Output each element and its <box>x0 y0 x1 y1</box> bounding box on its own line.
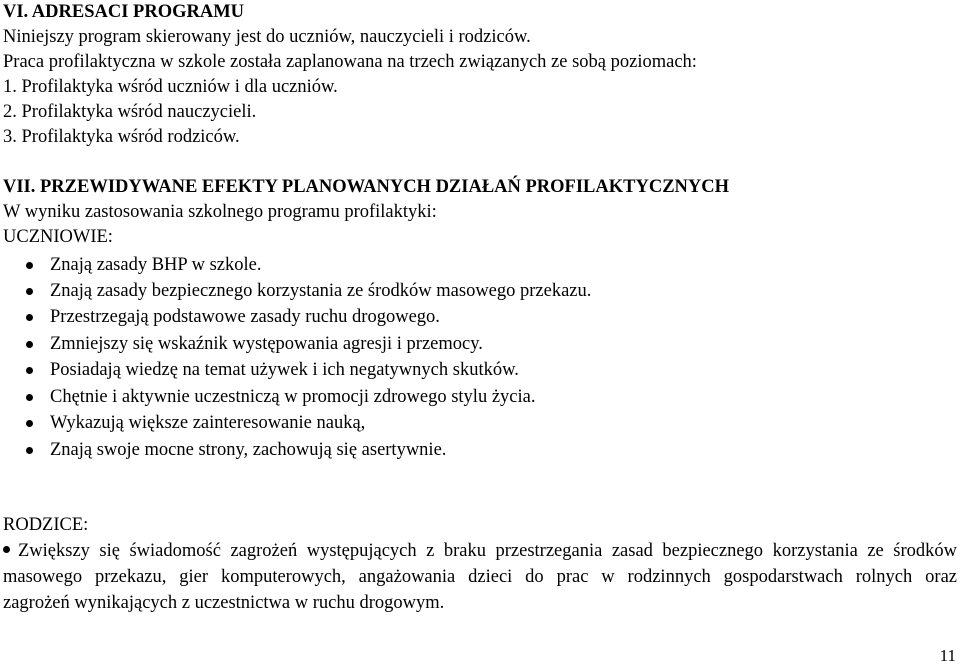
section-7-intro: W wyniku zastosowania szkolnego programu profilaktyki: <box>3 202 437 222</box>
section-6-heading: VI. ADRESACI PROGRAMU <box>3 2 245 22</box>
section-6-list-item: 2. Profilaktyka wśród nauczycieli. <box>3 102 257 122</box>
section-6-list-item: 1. Profilaktyka wśród uczniów i dla uczniów. <box>3 77 338 97</box>
students-list-item: Przestrzegają podstawowe zasady ruchu drogowego. <box>50 307 440 327</box>
bullet-icon <box>26 314 33 321</box>
students-list-item: Chętnie i aktywnie uczestniczą w promocji zdrowego stylu życia. <box>50 387 536 407</box>
bullet-icon <box>26 367 33 374</box>
bullet-icon <box>26 288 33 295</box>
bullet-icon <box>26 262 33 269</box>
students-list-item: Zmniejszy się wskaźnik występowania agresji i przemocy. <box>50 334 483 354</box>
parents-paragraph-line: zagrożeń wynikających z uczestnictwa w ruchu drogowym. <box>3 593 445 613</box>
bullet-icon <box>26 394 33 401</box>
students-list-item: Posiadają wiedzę na temat używek i ich negatywnych skutków. <box>50 360 519 380</box>
students-list-item: Wykazują większe zainteresowanie nauką, <box>50 413 366 433</box>
students-label: UCZNIOWIE: <box>3 227 113 247</box>
page-number: 11 <box>939 646 956 665</box>
students-list-item: Znają swoje mocne strony, zachowują się asertywnie. <box>50 440 447 460</box>
parents-paragraph-text: Zwiększy się świadomość zagrożeń występujących z braku przestrzegania zasad bezpiecznego korzystania ze środków <box>18 541 957 561</box>
section-7-heading: VII. PRZEWIDYWANE EFEKTY PLANOWANYCH DZIAŁAŃ PROFILAKTYCZNYCH <box>3 177 730 197</box>
section-6-line: Niniejszy program skierowany jest do uczniów, nauczycieli i rodziców. <box>3 27 531 47</box>
students-list-item: Znają zasady bezpiecznego korzystania ze środków masowego przekazu. <box>50 281 592 301</box>
parents-paragraph-line: masowego przekazu, gier komputerowych, angażowania dzieci do prac w rodzinnych gospodarstwach rolnych oraz <box>3 567 957 587</box>
bullet-icon <box>26 341 33 348</box>
section-6-list-item: 3. Profilaktyka wśród rodziców. <box>3 127 240 147</box>
parents-label: RODZICE: <box>3 515 89 535</box>
students-list-item: Znają zasady BHP w szkole. <box>50 255 262 275</box>
parents-paragraph-line <box>3 542 957 561</box>
section-6-line: Praca profilaktyczna w szkole została zaplanowana na trzech związanych ze sobą poziomach: <box>3 52 697 72</box>
bullet-icon <box>3 546 10 553</box>
bullet-icon <box>26 447 33 454</box>
bullet-icon <box>26 420 33 427</box>
